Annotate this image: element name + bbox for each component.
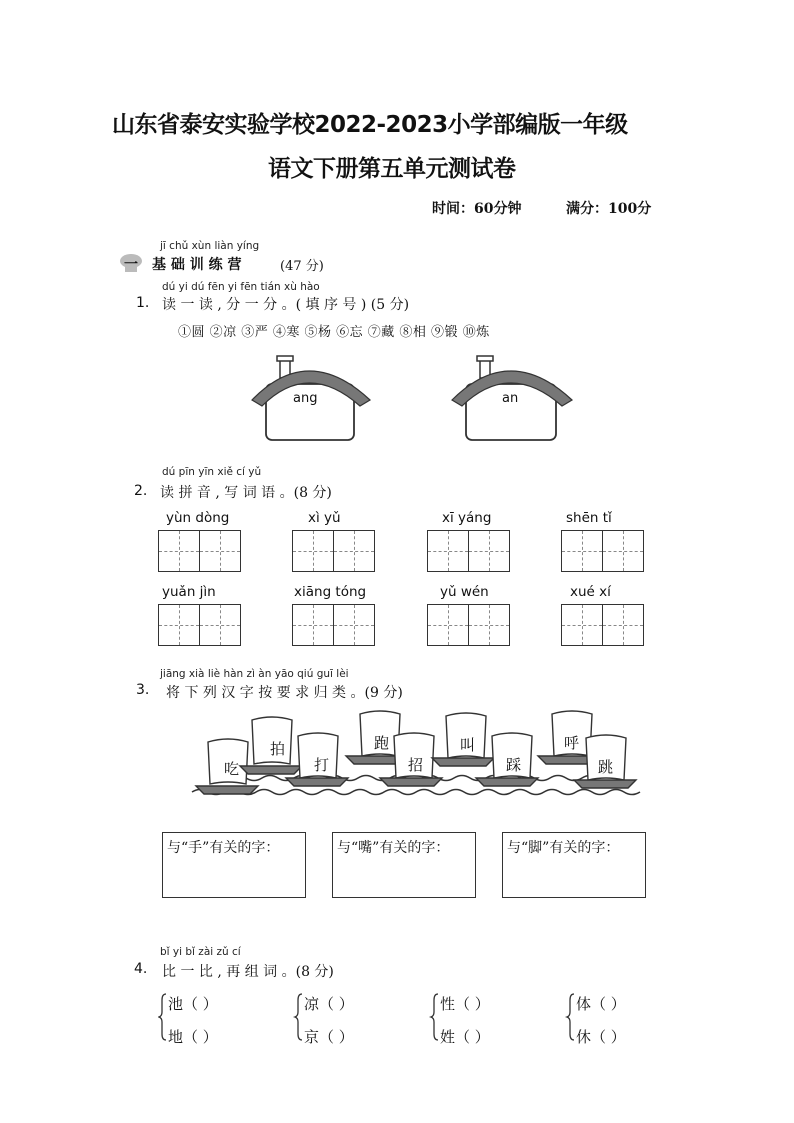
section1-number: 一: [124, 257, 138, 273]
full-score: 满分：100分: [566, 201, 652, 217]
time-limit: 时间：60分钟: [432, 201, 522, 217]
boat-char: 踩: [506, 756, 522, 774]
writing-grid[interactable]: [159, 530, 241, 572]
house-ang-label: ang: [293, 391, 318, 406]
pair-line[interactable]: 地（ ）: [168, 1028, 218, 1046]
char-pair: [168, 993, 218, 1059]
char-pair: [440, 993, 490, 1059]
q3-pinyin: jiāng xià liè hàn zì àn yāo qiú guī lèi: [160, 668, 349, 680]
writing-grid[interactable]: [562, 604, 644, 646]
q4-instruction: 比 一 比 , 再 组 词 。(8 分): [162, 964, 334, 980]
q1-pinyin: dú yi dú fēn yi fēn tián xù hào: [162, 281, 320, 293]
category-box-label: 与“嘴”有关的字：: [337, 840, 450, 856]
pair-line[interactable]: 体（ ）: [576, 995, 626, 1013]
pair-line[interactable]: 性（ ）: [440, 995, 490, 1013]
word-pinyin: yùn dòng: [166, 510, 230, 526]
q2-number: 2.: [134, 483, 148, 499]
doc-title-line1: 山东省泰安实验学校2022-2023小学部编版一年级: [112, 112, 628, 138]
boat-char: 拍: [270, 740, 286, 758]
q3-number: 3.: [136, 682, 150, 698]
boat-char: 叫: [460, 736, 476, 754]
category-box-hand[interactable]: [162, 832, 306, 898]
section1-pinyin: jī chǔ xùn liàn yíng: [160, 240, 260, 252]
q3-instruction: 将 下 列 汉 字 按 要 求 归 类 。(9 分): [166, 685, 403, 701]
word-pinyin: yǔ wén: [440, 584, 489, 600]
pair-line[interactable]: 休（ ）: [576, 1028, 626, 1046]
writing-grid[interactable]: [562, 530, 644, 572]
pair-line[interactable]: 池（ ）: [168, 995, 218, 1013]
boat-char: 呼: [564, 734, 580, 752]
word-pinyin: yuǎn jìn: [162, 584, 216, 600]
q2-instruction: 读 拼 音 , 写 词 语 。(8 分): [160, 485, 332, 501]
writing-grid[interactable]: [293, 604, 375, 646]
writing-grid[interactable]: [428, 604, 510, 646]
boat-char: 吃: [224, 760, 240, 778]
pair-line[interactable]: 姓（ ）: [440, 1028, 490, 1046]
pair-line[interactable]: 凉（ ）: [304, 995, 354, 1013]
q1-instruction: 读 一 读 , 分 一 分 。( 填 序 号 ) (5 分): [162, 297, 410, 313]
q4-pinyin: bǐ yi bǐ zài zǔ cí: [160, 946, 241, 958]
boat-char: 跳: [598, 758, 614, 776]
writing-grid[interactable]: [293, 530, 375, 572]
category-box-label: 与“脚”有关的字：: [507, 840, 620, 856]
writing-grid[interactable]: [428, 530, 510, 572]
category-box-foot[interactable]: [502, 832, 646, 898]
category-box-label: 与“手”有关的字：: [167, 840, 280, 856]
char-pair: [576, 993, 626, 1059]
char-pair: [304, 993, 354, 1059]
section1-points: (47 分): [280, 259, 324, 274]
section1-title: 基 础 训 练 营: [152, 257, 242, 273]
q2-pinyin: dú pīn yīn xiě cí yǔ: [162, 466, 262, 478]
boat-char: 招: [408, 756, 424, 774]
word-pinyin: shēn tǐ: [566, 510, 612, 526]
category-box-mouth[interactable]: [332, 832, 476, 898]
q4-number: 4.: [134, 961, 148, 977]
word-pinyin: xiāng tóng: [294, 584, 367, 600]
boat-char: 打: [314, 756, 330, 774]
house-an-label: an: [502, 391, 519, 406]
word-pinyin: xué xí: [570, 584, 611, 600]
boat-char: 跑: [374, 734, 390, 752]
doc-title-line2: 语文下册第五单元测试卷: [268, 156, 516, 182]
word-pinyin: xì yǔ: [308, 510, 341, 526]
q1-character-list: ①圆 ②凉 ③严 ④寒 ⑤杨 ⑥忘 ⑦藏 ⑧相 ⑨锻 ⑩炼: [178, 325, 490, 340]
q1-number: 1.: [136, 295, 150, 311]
word-pinyin: xī yáng: [442, 510, 492, 526]
writing-grid[interactable]: [159, 604, 241, 646]
pair-line[interactable]: 京（ ）: [304, 1028, 354, 1046]
